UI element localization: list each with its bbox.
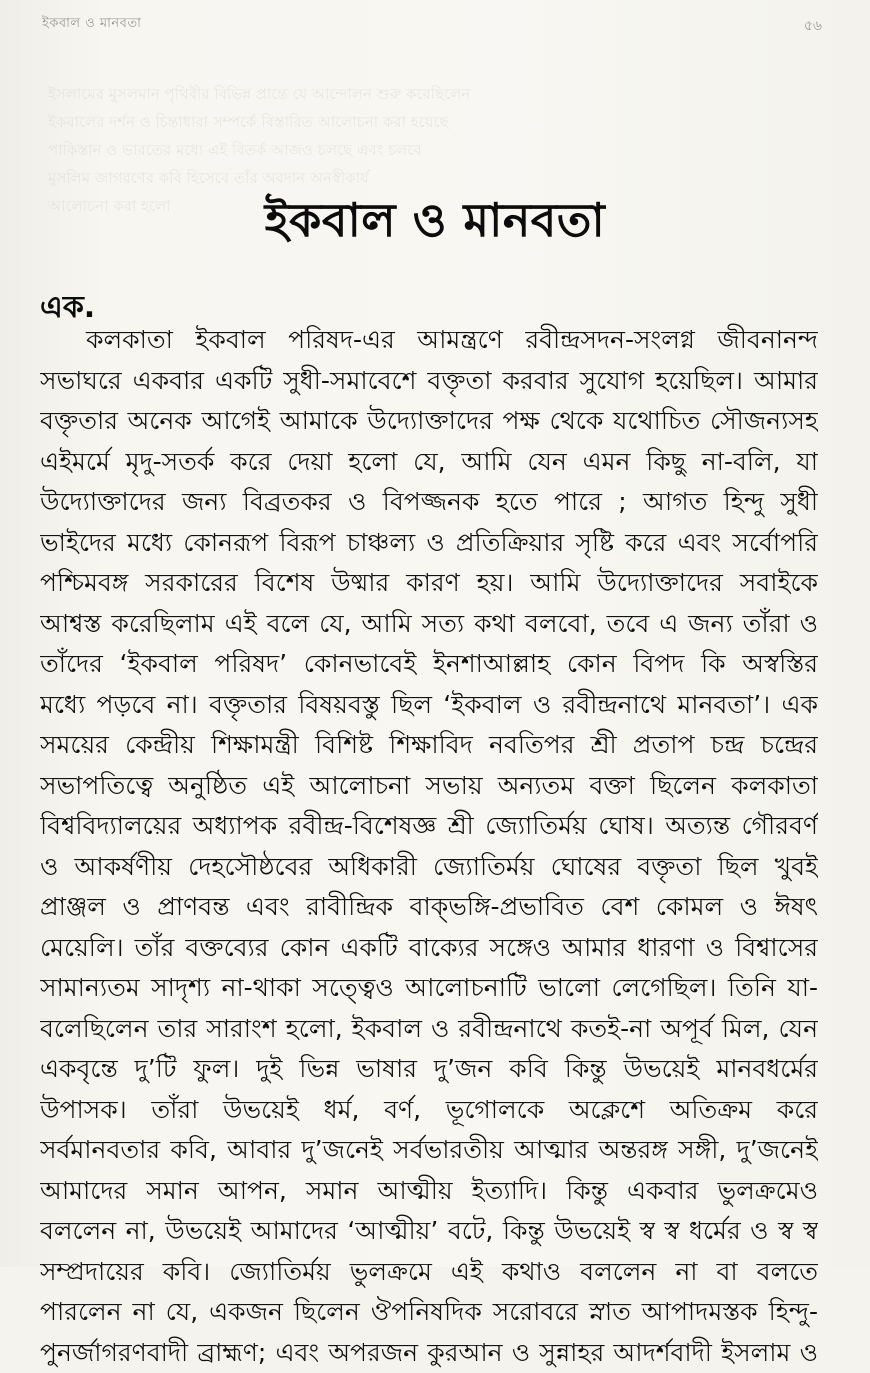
text-line: আশ্বস্ত করেছিলাম এই বলে যে, আমি সত্য কথা বলবো, তবে এ জন্য তাঁরা ও xyxy=(40,604,818,645)
text-line: সভাপতিত্বে অনুষ্ঠিত এই আলোচনা সভায় অন্যতম বক্তা ছিলেন কলকাতা xyxy=(40,766,818,807)
text-line: একবৃন্তে দু’টি ফুল। দুই ভিন্ন ভাষার দু’জন কবি কিন্তু উভয়েই মানবধর্মের xyxy=(40,1049,818,1090)
bleed-line: ইকবালের দর্শন ও চিন্তাধারা সম্পর্কে বিস্তারিত আলোচনা করা হয়েছে xyxy=(48,108,828,136)
text-line: উপাসক। তাঁরা উভয়েই ধর্ম, বর্ণ, ভূগোলকে অক্লেশে অতিক্রম করে xyxy=(40,1090,818,1131)
text-line: বলেছিলেন তার সারাংশ হলো, ইকবাল ও রবীন্দ্রনাথে কতই-না অপূর্ব মিল, যেন xyxy=(40,1009,818,1050)
text-line: পুনর্জাগরণবাদী ব্রাহ্মণ; এবং অপরজন কুরআন ও সুন্নাহর আদর্শবাদী ইসলাম ও xyxy=(40,1333,818,1373)
text-line: আমাদের সমান আপন, সমান আত্মীয় ইত্যাদি। কিন্তু একবার ভুলক্রমেও xyxy=(40,1171,818,1212)
text-line: সামান্যতম সাদৃশ্য না-থাকা সত্ত্বেও আলোচনাটি ভালো লেগেছিল। তিনি যা- xyxy=(40,968,818,1009)
text-line: প্রাঞ্জল ও প্রাণবন্ত এবং রাবীন্দ্রিক বাক্‌ভঙ্গি-প্রভাবিত বেশ কোমল ও ঈষৎ xyxy=(40,887,818,928)
text-line: ভাইদের মধ্যে কোনরূপ বিরূপ চাঞ্চল্য ও প্রতিক্রিয়ার সৃষ্টি করে এবং সর্বোপরি xyxy=(40,523,818,564)
text-line: সভাঘরে একবার একটি সুধী-সমাবেশে বক্তৃতা করবার সুযোগ হয়েছিল। আমার xyxy=(40,361,818,402)
text-line: বললেন না, উভয়েই আমাদের ‘আত্মীয়’ বটে, কিন্তু উভয়েই স্ব স্ব ধর্মের ও স্ব স্ব xyxy=(40,1211,818,1252)
section-heading: এক. xyxy=(40,283,95,334)
bleed-line: মুসলিম জাগরণের কবি হিসেবে তাঁর অবদান অনস্বীকার্য xyxy=(48,164,828,192)
text-line: মেয়েলি। তাঁর বক্তব্যের কোন একটি বাক্যের সঙ্গেও আমার ধারণা ও বিশ্বাসের xyxy=(40,928,818,969)
text-line: বিশ্ববিদ্যালয়ের অধ্যাপক রবীন্দ্র-বিশেষজ্ঞ শ্রী জ্যোতির্ময় ঘোষ। অত্যন্ত গৌরবর্ণ xyxy=(40,806,818,847)
page-number: ৫৬ xyxy=(804,14,822,38)
text-line: বক্তৃতার অনেক আগেই আমাকে উদ্যোক্তাদের পক্ষ থেকে যথোচিত সৌজন্যসহ xyxy=(40,401,818,442)
text-line: এইমর্মে মৃদু-সতর্ক করে দেয়া হলো যে, আমি যেন এমন কিছু না-বলি, যা xyxy=(40,442,818,483)
body-paragraph xyxy=(40,320,818,1373)
text-line: মধ্যে পড়বে না। বক্তৃতার বিষয়বস্তু ছিল ‘ইকবাল ও রবীন্দ্রনাথে মানবতা’। এক xyxy=(40,685,818,726)
text-line: সময়ের কেন্দ্রীয় শিক্ষামন্ত্রী বিশিষ্ট শিক্ষাবিদ নবতিপর শ্রী প্রতাপ চন্দ্র চন্দ্রের xyxy=(40,725,818,766)
text-line: পারলেন না যে, একজন ছিলেন ঔপনিষদিক সরোবরে স্নাত আপাদমস্তক হিন্দু- xyxy=(40,1292,818,1333)
text-line: কলকাতা ইকবাল পরিষদ-এর আমন্ত্রণে রবীন্দ্রসদন-সংলগ্ন জীবনানন্দ xyxy=(40,320,818,361)
running-head: ইকবাল ও মানবতা xyxy=(42,14,141,35)
chapter-title: ইকবাল ও মানবতা xyxy=(0,186,870,262)
text-line: পশ্চিমবঙ্গ সরকারের বিশেষ উষ্মার কারণ হয়। আমি উদ্যোক্তাদের সবাইকে xyxy=(40,563,818,604)
text-line: তাঁদের ‘ইকবাল পরিষদ’ কোনভাবেই ইনশাআল্লাহ কোন বিপদ কি অস্বস্তির xyxy=(40,644,818,685)
text-line: ও আকর্ষণীয় দেহসৌষ্ঠবের অধিকারী জ্যোতির্ময় ঘোষের বক্তৃতা ছিল খুবই xyxy=(40,847,818,888)
bleed-line: ইসলামের মুসলমান পৃথিবীর বিভিন্ন প্রান্তে যে আন্দোলন শুরু করেছিলেন xyxy=(48,80,828,108)
text-line: সর্বমানবতার কবি, আবার দু’জনেই সর্বভারতীয় আত্মার অন্তরঙ্গ সঙ্গী, দু’জনেই xyxy=(40,1130,818,1171)
bleed-line: পাকিস্তান ও ভারতের মধ্যে এই বিতর্ক আজও চলছে এবং চলবে xyxy=(48,136,828,164)
text-line: উদ্যোক্তাদের জন্য বিব্রতকর ও বিপজ্জনক হতে পারে ; আগত হিন্দু সুধী xyxy=(40,482,818,523)
bleed-line: আলোচনা করা হলো xyxy=(48,192,828,220)
text-line: সম্প্রদায়ের কবি। জ্যোতির্ময় ভুলক্রমে এই কথাও বললেন না বা বলতে xyxy=(40,1252,818,1293)
